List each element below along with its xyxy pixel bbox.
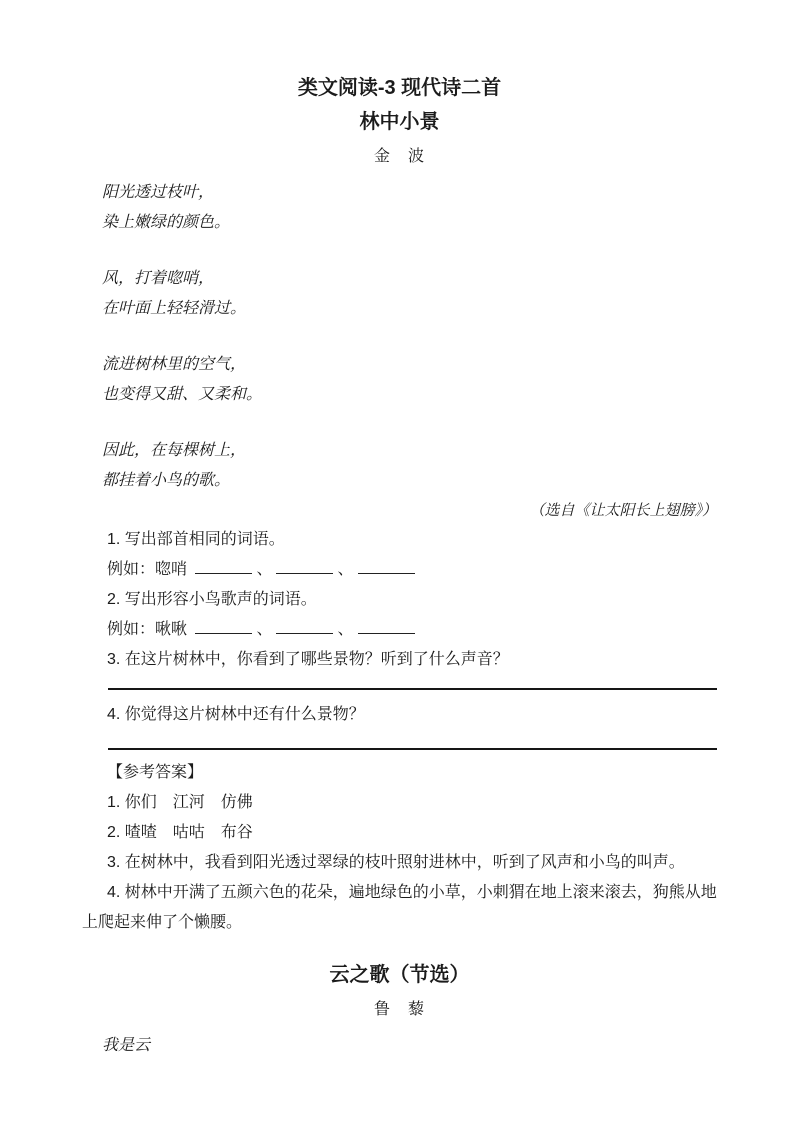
question-2-example: [82, 615, 717, 645]
blank-separator: 、: [256, 621, 273, 638]
example-word: 例如：啾啾: [107, 621, 188, 638]
poem2-stanza-1: [102, 1030, 717, 1060]
answer-blank: [276, 558, 333, 574]
answer-blank: [358, 618, 415, 634]
answer-1: 1. 你们 江河 仿佛: [107, 794, 253, 811]
answer-2: 2. 喳喳 咕咕 布谷: [107, 824, 253, 841]
poem-line: 染上嫩绿的颜色。: [102, 212, 231, 231]
poem1-stanza-3: [102, 349, 717, 409]
answer-blank: [195, 558, 252, 574]
answer-blank: [195, 618, 252, 634]
poem-line: 在叶面上轻轻滑过。: [102, 298, 247, 317]
poem-line: 我是云: [102, 1035, 151, 1054]
poem1-source-attribution: （选自《让太阳长上翅膀》）: [529, 501, 717, 519]
reference-answers-header: 【参考答案】: [107, 764, 204, 781]
poem1-title: 林中小景: [359, 111, 440, 133]
answer-3: 3. 在树林中，我看到阳光透过翠绿的枝叶照射进林中，听到了风声和小鸟的叫声。: [107, 854, 685, 871]
page-content: [82, 75, 717, 1060]
poem-line: 风，打着唿哨，: [102, 268, 215, 287]
poem2-author: 鲁 藜: [373, 1001, 425, 1018]
blank-separator: 、: [337, 621, 354, 638]
poem-line: 也变得又甜、又柔和。: [102, 384, 263, 403]
poem-line: 因此，在每棵树上，: [102, 440, 247, 459]
poem1-stanza-2: [102, 263, 717, 323]
poem-line: 阳光透过枝叶，: [102, 182, 215, 201]
poem1-stanza-4: [102, 435, 717, 495]
question-4: 4. 你觉得这片树林中还有什么景物？: [107, 706, 365, 723]
document-title: 类文阅读-3 现代诗二首: [297, 77, 502, 99]
poem1-stanza-1: [102, 177, 717, 237]
question-3: 3. 在这片树林中，你看到了哪些景物？听到了什么声音？: [107, 651, 509, 668]
poem-line: 流进树林里的空气，: [102, 354, 247, 373]
blank-separator: 、: [256, 561, 273, 578]
question-1: 1. 写出部首相同的词语。: [107, 531, 285, 548]
answer-blank: [358, 558, 415, 574]
answer-4-line-1: 4. 树林中开满了五颜六色的花朵，遍地绿色的小草，小刺猬在地上滚来滚去，狗熊从地: [107, 884, 717, 901]
poem1-author: 金 波: [373, 148, 425, 165]
answer-writing-line: [108, 748, 717, 750]
answer-4-line-2: 上爬起来伸了个懒腰。: [82, 914, 243, 931]
poem-line: 都挂着小鸟的歌。: [102, 470, 231, 489]
answer-writing-line: [108, 688, 717, 690]
poem2-title: 云之歌（节选）: [329, 964, 470, 986]
question-2: 2. 写出形容小鸟歌声的词语。: [107, 591, 317, 608]
question-1-example: [82, 555, 717, 585]
blank-separator: 、: [337, 561, 354, 578]
example-word: 例如：唿哨: [107, 561, 188, 578]
answer-blank: [276, 618, 333, 634]
